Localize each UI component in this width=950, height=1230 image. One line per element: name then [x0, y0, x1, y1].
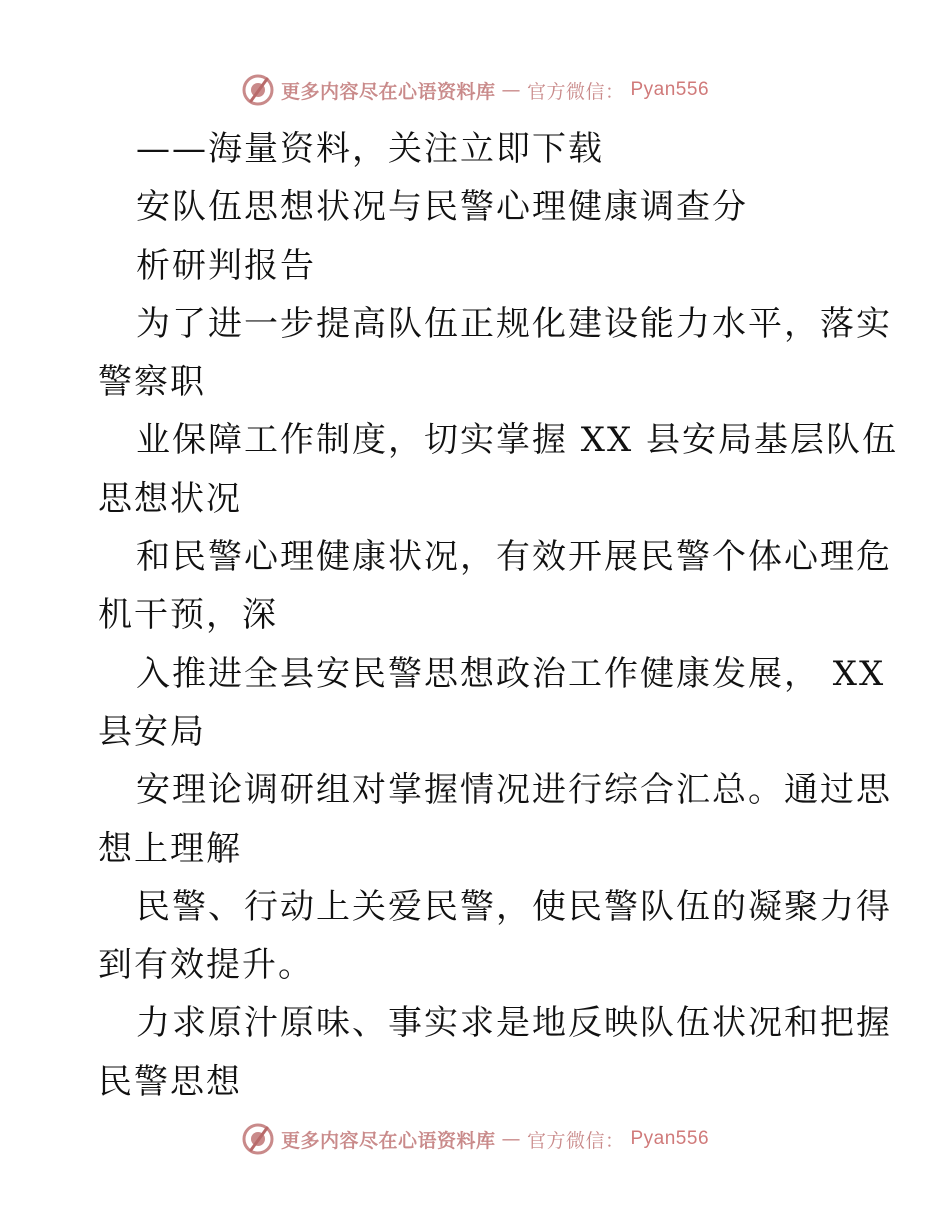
watermark-main-text: 更多内容尽在心语资料库 [280, 1129, 496, 1152]
watermark-main-text: 更多内容尽在心语资料库 [280, 80, 496, 103]
report-title-line-1: 安队伍思想状况与民警心理健康调查分 [136, 187, 748, 228]
paragraph-line: 力求原汁原味、事实求是地反映队伍状况和把握 [136, 1003, 892, 1044]
paragraph-line: 到有效提升。 [98, 945, 314, 986]
quill-seal-icon [241, 73, 275, 107]
report-title-line-2: 析研判报告 [136, 245, 316, 286]
paragraph-line: 为了进一步提高队伍正规化建设能力水平，落实 [136, 303, 892, 344]
watermark-sub-text: 官方微信： [526, 80, 625, 103]
paragraph-line: 思想状况 [98, 478, 242, 519]
paragraph-line: 和民警心理健康状况，有效开展民警个体心理危 [136, 537, 892, 578]
header-watermark [0, 72, 950, 108]
paragraph-line: 民警思想 [98, 1061, 242, 1102]
paragraph-line: 机干预，深 [98, 595, 278, 636]
tagline: ——海量资料，关注立即下载 [136, 129, 604, 169]
watermark-sub-text: 官方微信： [526, 1129, 625, 1152]
paragraph-line: 想上理解 [98, 828, 242, 869]
watermark-separator: — [501, 79, 521, 101]
footer-watermark [0, 1121, 950, 1157]
paragraph-line: 警察职 [98, 362, 206, 403]
paragraph-line: 入推进全县安民警思想政治工作健康发展， XX [136, 653, 886, 694]
watermark-id: Pyan556 [630, 1128, 710, 1149]
paragraph-line: 县安局 [98, 711, 206, 752]
paragraph-line: 安理论调研组对掌握情况进行综合汇总。通过思 [136, 770, 892, 811]
paragraph-line: 民警、行动上关爱民警，使民警队伍的凝聚力得 [136, 886, 892, 927]
watermark-separator: — [501, 1128, 521, 1150]
watermark-id: Pyan556 [630, 79, 710, 100]
document-body [98, 120, 899, 1111]
paragraph-line: 业保障工作制度，切实掌握 XX 县安局基层队伍 [136, 420, 899, 461]
quill-seal-icon [241, 1122, 275, 1156]
